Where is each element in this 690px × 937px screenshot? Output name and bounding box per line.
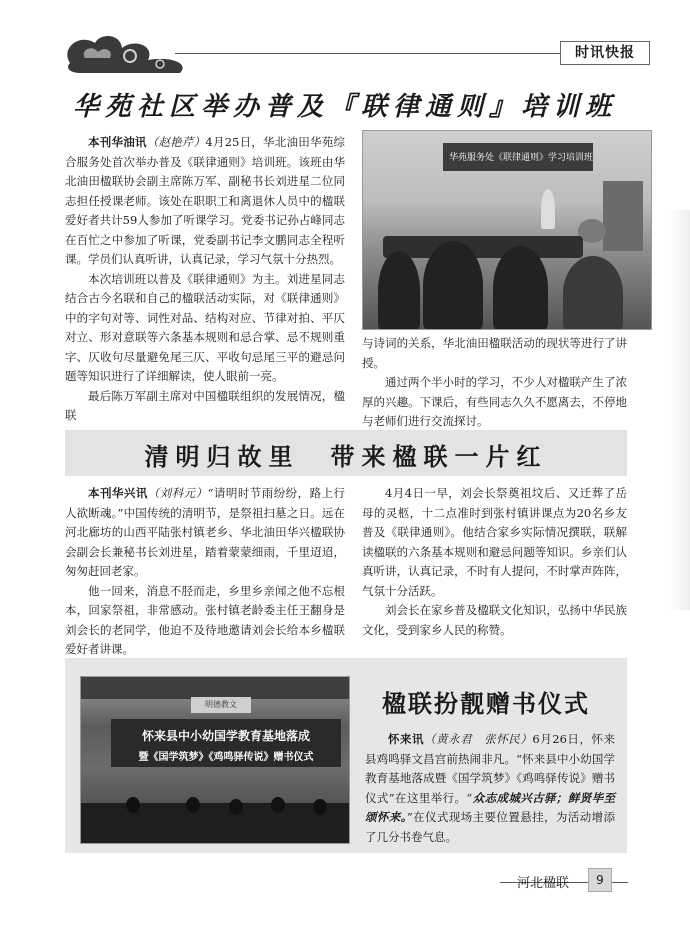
page-edge-shadow bbox=[670, 210, 690, 610]
article2-paragraph-4: 刘会长在家乡普及楹联文化知识，弘扬中华民族文化，受到家乡人民的称赞。 bbox=[362, 603, 627, 637]
ceremony-photo bbox=[80, 676, 350, 844]
article2-left-column bbox=[65, 484, 345, 660]
article3-title: 楹联扮靓赠书仪式 bbox=[382, 689, 590, 718]
article2-paragraph-2: 他一回来，消息不胫而走，乡里乡亲闻之他不忘根本，回家祭祖，非常感动。张村镇老龄委主任王翻身是刘会长的老同学，他迫不及待地邀请刘会长给本乡楹联爱好者讲课。 bbox=[65, 583, 345, 656]
article2-paragraph-1: “请明时节雨纷纷，路上行人欲断魂。”中国传统的清明节，是祭祖扫墓之日。远在河北廊坊的山西平陆张村镇老乡、华北油田华兴楹联协会副会长兼秘书长刘进星，踏着蒙蒙细雨，千里迢迢，匆匆赶回老家。 bbox=[65, 486, 346, 578]
training-class-photo bbox=[362, 130, 652, 330]
article2-right-column bbox=[362, 484, 627, 640]
article3-couplet: 众志成城兴古驿；鲜贤毕至颂怀来。 bbox=[365, 790, 616, 824]
article1-title: 华苑社区举办普及『联律通则』培训班 bbox=[72, 92, 617, 122]
article2-byline: （刘科元） bbox=[147, 486, 208, 500]
article3-column bbox=[365, 730, 615, 847]
article1-right-column bbox=[362, 334, 627, 432]
article1-paragraph-4: 通过两个半小时的学习，不少人对楹联产生了浓厚的兴趣。下课后，有些同志久久不愿离去，不停地与老师们进行交流探讨。 bbox=[362, 375, 627, 428]
article1-lead: 本刊华油讯 bbox=[88, 135, 147, 149]
article2-title: 清明归故里 带来楹联一片红 bbox=[144, 443, 548, 471]
article1-paragraph-3: 最后陈万军副主席对中国楹联组织的发展情况，楹联 bbox=[65, 388, 345, 422]
photo-banner: 华苑服务处《联律通则》学习培训班 bbox=[443, 143, 593, 171]
header-rule bbox=[175, 53, 592, 54]
page-number: 9 bbox=[588, 868, 612, 892]
article1-byline: （赵艳芹） bbox=[146, 135, 206, 149]
section-tag: 时讯快报 bbox=[560, 41, 650, 65]
article2-paragraph-3: 4月4日一早，刘会长祭奠祖坟后、又迁葬了岳母的灵柩，十二点准时到张村镇讲课点为20名乡友普及《联律通则》。他结合家乡实际情况撰联，联解读楹联的六条基本规则和避忌问题等知识。乡亲们认真听讲，认真记录，不时有人提问，不时掌声阵阵，气氛十分活跃。 bbox=[362, 486, 627, 598]
article3-paragraph-1b: ”在仪式现场主要位置悬挂，为活动增添了几分书卷气息。 bbox=[365, 810, 615, 844]
article2-lead: 本刊华兴讯 bbox=[88, 486, 148, 500]
article3-paragraph-1a: 6月26日，怀来县鸡鸣驿文昌宫前热闹非凡。“怀来县中小幼国学教育基地落成暨《国学筑梦》《鸡鸣驿传说》赠书仪式”在这里举行。“ bbox=[365, 732, 616, 805]
publication-name: 河北楹联 bbox=[517, 876, 570, 891]
article3-lead: 怀来讯 bbox=[388, 732, 425, 746]
article1-left-column bbox=[65, 133, 345, 426]
temple-plaque: 明德教文 bbox=[191, 697, 251, 713]
article1-paragraph-2: 本次培训班以普及《联律通则》为主。刘进星同志结合古今名联和自己的楹联活动实际，对《联律通则》中的字句对等、词性对品、结构对应、节律对拍、平仄对立、形对意联等六条基本规则和忌合掌、忌不规则重字、仄收句尽量避免尾三仄、平收句忌尾三平的避忌问题等知识进行了详细解读，使人眼前一亮。 bbox=[65, 271, 345, 383]
article1-paragraph-3-continued: 与诗词的关系，华北油田楹联活动的现状等进行了讲授。 bbox=[362, 336, 627, 370]
ceremony-banner: 怀来县中小幼国学教育基地落成 暨《国学筑梦》《鸡鸣驿传说》赠书仪式 bbox=[111, 719, 341, 767]
article3-byline: （黄永君 张怀民） bbox=[424, 732, 533, 746]
article1-paragraph-1: 4月25日，华北油田华苑综合服务处首次举办普及《联律通则》培训班。该班由华北油田楹联协会副主席陈万军、副秘书长刘进星二位同志担任授课老师。该处在职职工和离退休人员中的楹联爱好者共计59人参加了听课学习。党委书记孙占峰同志在百忙之中参加了听课，党委副书记李文鹏同志全程听课。学员们认真听讲，认真记录，学习气氛十分热烈。 bbox=[65, 135, 345, 266]
